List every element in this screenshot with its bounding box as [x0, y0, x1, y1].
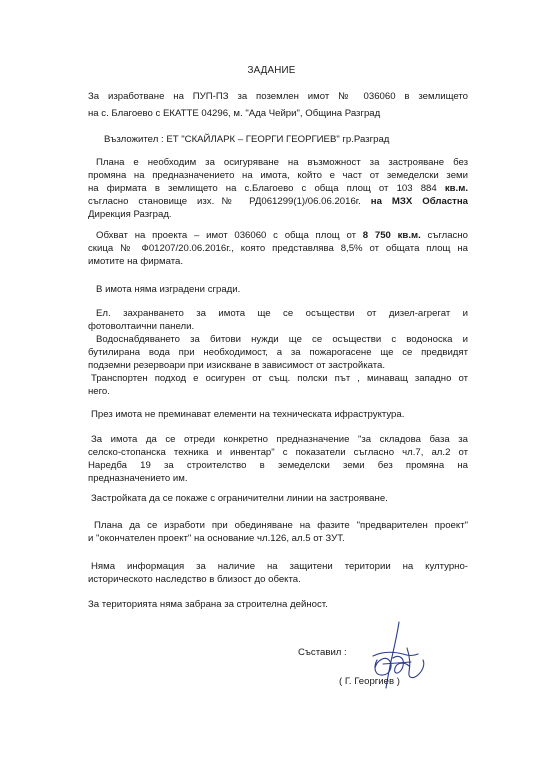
text-line: предназначението им. [88, 473, 188, 484]
text-line: съгласно становище изх.№ РД061299(1)/06.06.2016г. на МЗХ Областна [88, 196, 469, 207]
text-line: бутилирана вода при необходимост, а за пожарогасене ще се предвидят [88, 347, 468, 358]
subject-line: на с. Благоево с ЕКАТТЕ 04296, м. "Ада Чейри", Община Разград [88, 108, 381, 119]
text-line: Ел. захранването за имота ще се осъществи от дизел-агрегат и [96, 308, 468, 319]
text-line: Няма информация за наличие на защитени територии на културно- [91, 561, 468, 572]
text-line: За територията няма забрана за строителна дейност. [88, 599, 328, 610]
text-line: подземни резервоари при изискване в зависимост от застройката. [88, 360, 386, 371]
text-line: историческото наследство в близост до обекта. [88, 574, 301, 585]
text-line: Застройката да се покаже с ограничителни линии на застрояване. [91, 493, 388, 504]
text-line: селско-стопанска техника и инвентар" с показатели съгласно чл.7, ал.2 от [88, 447, 468, 458]
author-name: ( Г. Георгиев ) [339, 676, 400, 687]
paragraph-scope [88, 229, 468, 268]
text-line: Обхват на проекта – имот 036060 с обща площ от 8 750 кв.м. съгласно [96, 230, 468, 241]
paragraph-phases [88, 519, 468, 545]
text-line: Водоснабдяването за битови нужди ще се осъществи с водоноска и [96, 334, 468, 345]
paragraph-buildings [96, 283, 476, 296]
paragraph-infrastructure [91, 408, 471, 421]
ministry-ref: на МЗХ Областна [370, 196, 469, 207]
text-line: Наредба 19 за строителство в земеделски земи без промяна на [88, 460, 468, 471]
text-line: и "окончателен проект" на основание чл.126, ал.5 от ЗУТ. [88, 533, 345, 544]
text-line: За имота да се отреди конкретно предназначение "за складова база за [91, 434, 468, 445]
text-line: Плана е необходим за осигуряване на възможност за застрояване без [96, 157, 468, 168]
compiled-by-label: Съставил : [298, 647, 347, 658]
subject-line: За изработване на ПУП-ПЗ за поземлен имот № 036060 в землището [88, 91, 468, 102]
paragraph-utilities [88, 307, 468, 398]
property-area: 8 750 кв.м. [362, 230, 421, 241]
subject-paragraph [88, 90, 468, 120]
text-line: През имота не преминават елементи на техническата ифраструктура. [91, 409, 405, 420]
client-place: гр.Разград [339, 134, 390, 145]
text-line: промяна на предназначението на имота, който е част от земеделски земи [88, 170, 468, 181]
text-line: Дирекция Разград. [88, 209, 172, 220]
client-line [104, 133, 484, 146]
paragraph-designation [88, 433, 468, 485]
area-unit: кв.м. [444, 183, 468, 194]
text-line: Плана да се изработи при обединяване на фазите "предварителен проект" [94, 520, 468, 531]
paragraph-purpose [88, 156, 468, 221]
paragraph-building-lines [91, 492, 471, 505]
text-line: В имота няма изградени сгради. [96, 284, 241, 295]
client-name: ЕТ "СКАЙЛАРК – ГЕОРГИ ГЕОРГИЕВ" [166, 134, 340, 145]
text-line: него. [88, 386, 110, 397]
text-line: Транспортен подход е осигурен от същ. полски път , минаващ западно от [91, 373, 468, 384]
text-line: имотите на фирмата. [88, 256, 184, 267]
text-line: фотоволтаични панели. [88, 321, 195, 332]
paragraph-restrictions [88, 598, 468, 611]
document-title: ЗАДАНИЕ [247, 65, 296, 76]
text-line: на фирмата в землището на с.Благоево с обща площ от 103 884 кв.м. [88, 183, 468, 194]
client-label: Възложител : [104, 134, 164, 145]
paragraph-heritage [88, 560, 468, 586]
text-line: скица № Ф01207/20.06.2016г., която представлява 8,5% от общата площ на [88, 243, 468, 254]
